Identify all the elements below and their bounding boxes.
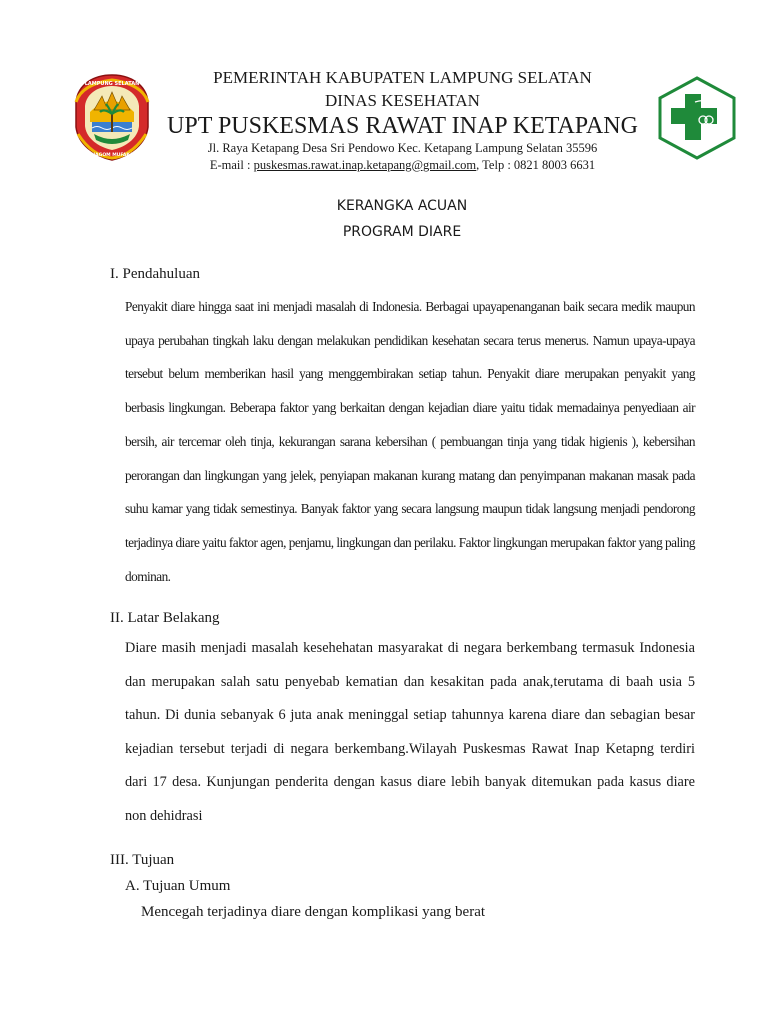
header-department-line: DINAS KESEHATAN <box>325 91 480 110</box>
header-address: Jl. Raya Ketapang Desa Sri Pendowo Kec. Ketapang Lampung Selatan 35596 <box>207 141 598 155</box>
document-subtitle: PROGRAM DIARE <box>342 224 462 240</box>
header-institution-name: UPT PUSKESMAS RAWAT INAP KETAPANG <box>167 113 638 139</box>
section-text-latar-belakang: Diare masih menjadi masalah kesehehatan masyarakat di negara berkembang termasuk Indonesia dan merupakan salah satu penyebab kematian dan kesakitan pada anak,terutama di baah usia 5 tahun. Di dunia sebanyak 6 juta anak meninggal setiap tahunnya karena diare dan sebagian besar kejadian tersebut terjadi di negara berkembang.Wilayah Puskesmas Rawat Inap Ketapng terdiri dari 17 desa. Kunjungan penderita dengan kasus diare lebih banyak ditemukan pada kasus diare non dehidrasi <box>125 640 695 824</box>
phone-text: , Telp : 0821 8003 6631 <box>476 158 596 172</box>
document-title: KERANGKA ACUAN <box>336 198 468 214</box>
svg-text:KHAGOM MUFAKAT: KHAGOM MUFAKAT <box>87 153 137 158</box>
section-text-pendahuluan: Penyakit diare hingga saat ini menjadi masalah di Indonesia. Berbagai upayapenanganan baik secara medik maupun upaya perubahan tingkah laku dengan melakukan pendidikan kesehatan secara terus menerus. Namun upaya-upaya tersebut belum memberikan hasil yang menggembirakan setiap tahun. Penyakit diare merupakan penyakit yang berbasis lingkungan. Beberapa faktor yang berkaitan dengan kejadian diare yaitu tidak memadainya penyediaan air bersih, air tercemar oleh tinja, kekurangan sarana kebersihan ( pembuangan tinja yang tidak higienis ), kebersihan perorangan dan lingkungan yang jelek, penyiapan makanan kurang matang dan penyimpanan makanan masak pada suhu kamar yang tidak semestinya. Banyak faktor yang secara langsung maupun tidak langsung menjadi pendorong terjadinya diare yaitu faktor agen, penjamu, lingkungan dan perilaku. Faktor lingkungan merupakan faktor yang paling dominan. <box>125 299 695 584</box>
svg-text:LAMPUNG SELATAN: LAMPUNG SELATAN <box>84 81 140 87</box>
subheading-tujuan-umum: A. Tujuan Umum <box>125 878 231 894</box>
text-tujuan-umum: Mencegah terjadinya diare dengan komplikasi yang berat <box>141 904 486 920</box>
email-label: E-mail : <box>209 158 254 172</box>
header-contact <box>150 158 655 173</box>
lampung-selatan-crest-icon <box>72 72 152 162</box>
section-heading-pendahuluan: I. Pendahuluan <box>110 266 200 282</box>
email-link[interactable]: puskesmas.rawat.inap.ketapang@gmail.com <box>253 158 477 172</box>
section-heading-latar-belakang: II. Latar Belakang <box>110 610 220 626</box>
section-heading-tujuan: III. Tujuan <box>110 852 175 868</box>
puskesmas-hexagon-cross-icon <box>657 76 737 160</box>
header-government-line: PEMERINTAH KABUPATEN LAMPUNG SELATAN <box>213 68 592 87</box>
